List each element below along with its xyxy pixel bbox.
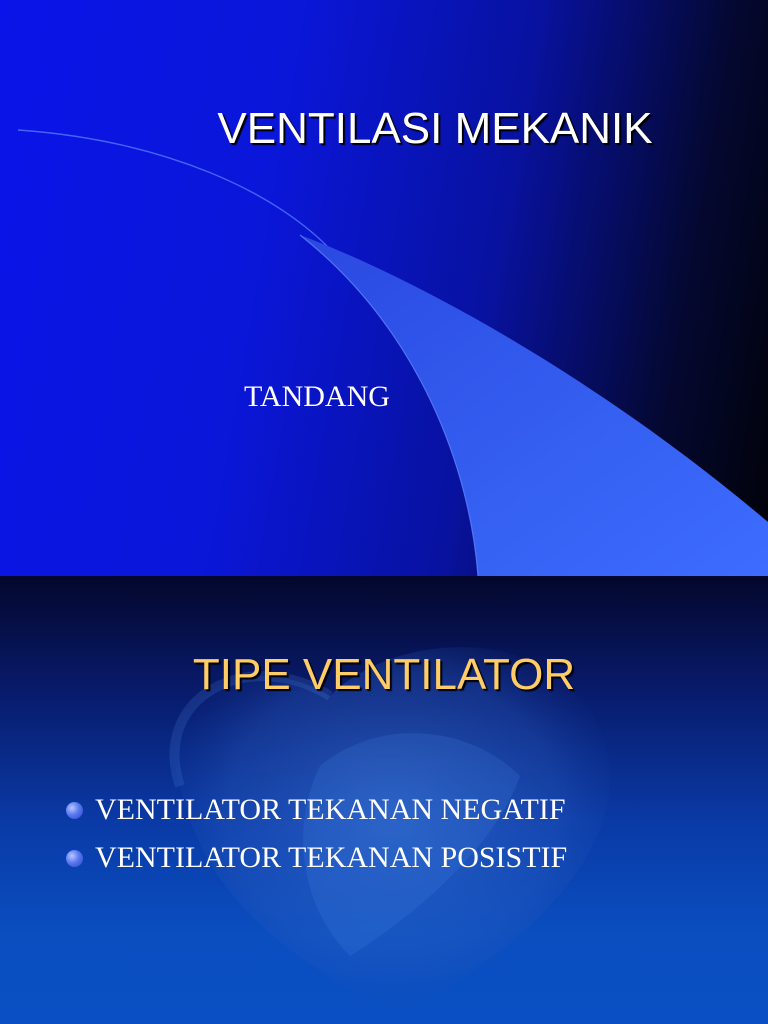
list-item [66, 834, 567, 882]
slide-2 [0, 576, 768, 1024]
bullet-text: VENTILATOR TEKANAN NEGATIF [95, 793, 566, 826]
slide-1-subtitle: TANDANG [244, 380, 390, 413]
list-item [66, 786, 567, 834]
slide-2-title: TIPE VENTILATOR [192, 650, 576, 699]
bullet-icon [66, 802, 83, 819]
bullet-text: VENTILATOR TEKANAN POSISTIF [95, 841, 568, 874]
bullet-list [66, 786, 567, 882]
slide-1-title: VENTILASI MEKANIK [217, 104, 653, 153]
bullet-icon [66, 850, 83, 867]
